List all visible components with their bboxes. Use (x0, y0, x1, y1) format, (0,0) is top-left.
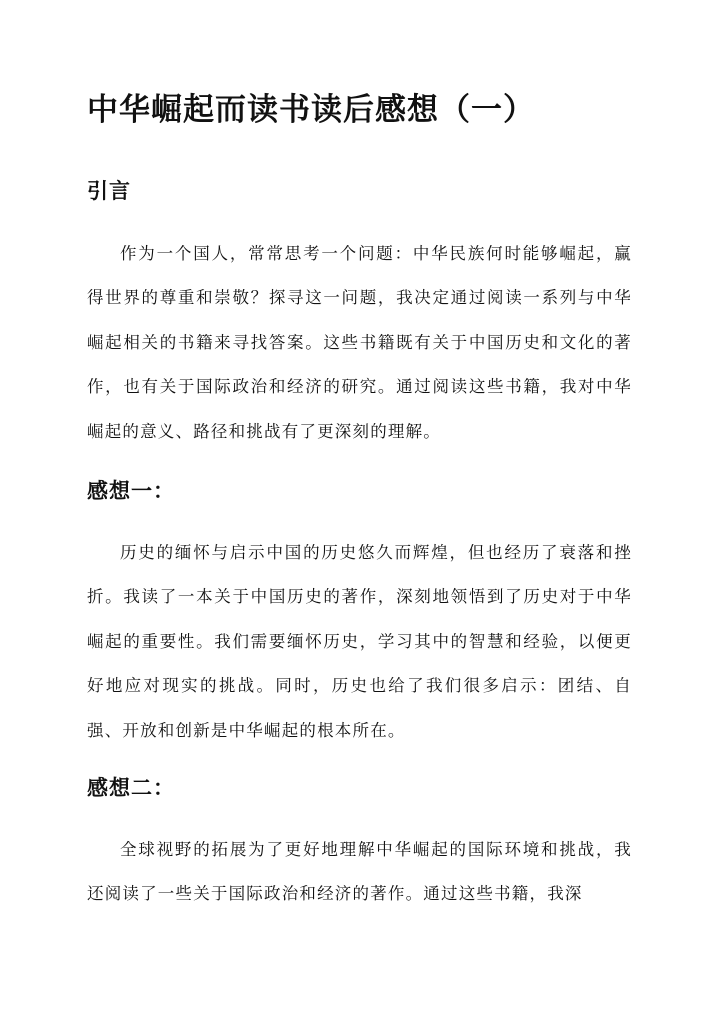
section-heading-intro: 引言 (87, 178, 131, 203)
section-paragraph-intro: 作为一个国人，常常思考一个问题：中华民族何时能够崛起，赢得世界的尊重和崇敬？探寻这一问题，我决定通过阅读一系列与中华崛起相关的书籍来寻找答案。这些书籍既有关于中国历史和文化的著作，也有关于国际政治和经济的研究。通过阅读这些书籍，我对中华崛起的意义、路径和挑战有了更深刻的理解。 (87, 244, 632, 441)
section-heading-thought-1: 感想一： (87, 478, 175, 503)
document-title: 中华崛起而读书读后感想（一） (87, 92, 535, 128)
section-paragraph-thought-1: 历史的缅怀与启示中国的历史悠久而辉煌，但也经历了衰落和挫折。我读了一本关于中国历史的著作，深刻地领悟到了历史对于中华崛起的重要性。我们需要缅怀历史，学习其中的智慧和经验，以便更好地应对现实的挑战。同时，历史也给了我们很多启示：团结、自强、开放和创新是中华崛起的根本所在。 (87, 543, 632, 740)
section-paragraph-thought-2: 全球视野的拓展为了更好地理解中华崛起的国际环境和挑战，我还阅读了一些关于国际政治和经济的著作。通过这些书籍，我深 (87, 840, 632, 904)
section-heading-thought-2: 感想二： (87, 775, 175, 800)
